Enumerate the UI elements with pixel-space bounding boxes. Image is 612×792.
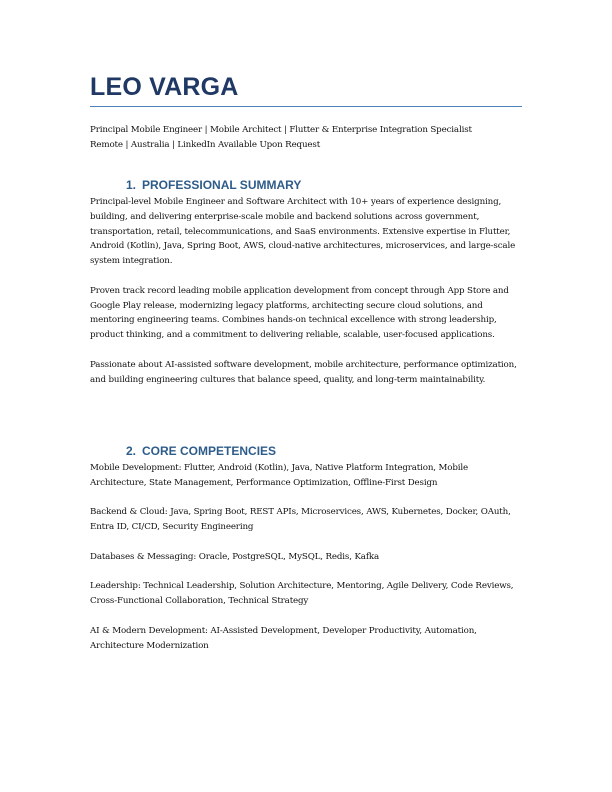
summary-section bbox=[90, 195, 526, 402]
headline-line: Principal Mobile Engineer | Mobile Architect | Flutter & Enterprise Integration Specialist bbox=[90, 125, 472, 135]
candidate-name: LEO VARGA bbox=[90, 73, 239, 101]
competencies-heading bbox=[126, 443, 276, 459]
summary-paragraph: Passionate about AI-assisted software development, mobile architecture, performance optimization, and building engineering cultures that balance speed, quality, and long-term maintainability. bbox=[90, 359, 517, 385]
summary-paragraph: Proven track record leading mobile application development from concept through App Store and Google Play release, modernizing legacy platforms, architecting secure cloud solutions, and mentoring engineering teams. Combines hands-on technical excellence with strong leadership, product thinking, and a commitment to delivering reliable, scalable, user-focused applications. bbox=[90, 285, 509, 341]
summary-heading bbox=[126, 177, 301, 193]
competencies-heading-number: 2. bbox=[126, 444, 137, 458]
location-line: Remote | Australia | LinkedIn Available Upon Request bbox=[90, 139, 321, 150]
competencies-section bbox=[90, 461, 526, 668]
summary-heading-title: PROFESSIONAL SUMMARY bbox=[142, 178, 302, 192]
competencies-heading-title: CORE COMPETENCIES bbox=[142, 444, 277, 458]
summary-paragraph: Principal-level Mobile Engineer and Software Architect with 10+ years of experience designing, building, and delivering enterprise-scale mobile and backend solutions across government, transportation, retail, telecommunications, and SaaS environments. Extensive expertise in Flutter, Android (Kotlin), Java, Spring Boot, AWS, cloud-native architectures, microservices, and large-scale system integration. bbox=[90, 197, 516, 267]
competency-item: Databases & Messaging: Oracle, PostgreSQL, MySQL, Redis, Kafka bbox=[90, 551, 380, 562]
competency-item: Backend & Cloud: Java, Spring Boot, REST APIs, Microservices, AWS, Kubernetes, Docker, OAuth, Entra ID, CI/CD, Security Engineering bbox=[90, 507, 511, 533]
summary-heading-number: 1. bbox=[126, 178, 137, 192]
competency-item: Leadership: Technical Leadership, Solution Architecture, Mentoring, Agile Delivery, Code Reviews, Cross-Functional Collaboration, Technical Strategy bbox=[90, 581, 514, 607]
competency-item: Mobile Development: Flutter, Android (Kotlin), Java, Native Platform Integration, Mobile Architecture, State Management, Performance Optimization, Offline-First Design bbox=[90, 463, 468, 488]
competency-item: AI & Modern Development: AI-Assisted Development, Developer Productivity, Automation, Architecture Modernization bbox=[90, 625, 477, 651]
header-divider bbox=[90, 106, 522, 107]
contact-block bbox=[90, 123, 530, 153]
